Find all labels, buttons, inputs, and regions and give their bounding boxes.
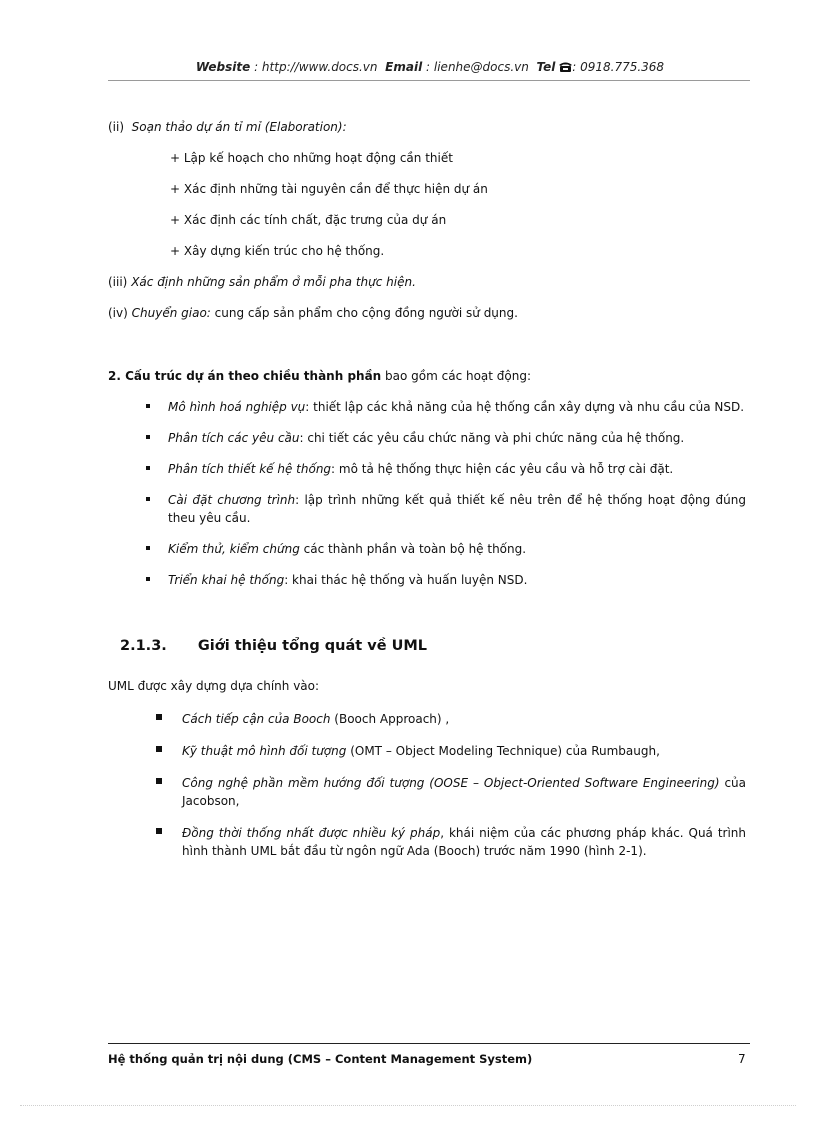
square-bullet-icon (156, 714, 162, 720)
square-bullet-icon (146, 546, 150, 550)
item-label: Cài đặt chương trình (168, 493, 296, 507)
item-text: các thành phần và toàn bộ hệ thống. (299, 542, 527, 556)
list-item (146, 491, 746, 527)
list-item (146, 429, 746, 447)
phase-iii-title: Xác định những sản phẩm ở mỗi pha thực hiện. (131, 275, 416, 289)
uml-list (156, 710, 746, 860)
square-bullet-icon (146, 497, 150, 501)
list-item (156, 824, 746, 860)
square-bullet-icon (146, 404, 150, 408)
structure-heading (108, 367, 531, 385)
item-label: Kiểm thử, kiểm chứng (168, 542, 300, 556)
list-item (156, 774, 746, 810)
phase-iv-text: cung cấp sản phẩm cho cộng đồng người sử dụng. (210, 306, 518, 320)
item-text: của Jacobson, (182, 776, 746, 808)
phase-iii-marker: (iii) (108, 275, 128, 289)
section-heading (120, 638, 427, 654)
phase-ii-title: Soạn thảo dự án tỉ mỉ (Elaboration): (131, 120, 347, 134)
phase-ii-item: + Lập kế hoạch cho những hoạt động cần thiết (170, 151, 453, 165)
square-bullet-icon (156, 746, 162, 752)
tel-value: : 0918.775.368 (572, 60, 665, 74)
phase-ii-item: + Xây dựng kiến trúc cho hệ thống. (170, 244, 385, 258)
list-item (146, 571, 746, 589)
list-item (146, 540, 746, 558)
square-bullet-icon (146, 577, 150, 581)
item-text: (Booch Approach) , (330, 712, 450, 726)
footer-title: Hệ thống quản trị nội dung (CMS – Content Management System) (108, 1052, 533, 1066)
website-value[interactable]: : http://www.docs.vn (254, 60, 378, 74)
structure-heading-rest: bao gồm các hoạt động: (381, 369, 532, 383)
square-bullet-icon (156, 828, 162, 834)
structure-list (146, 398, 746, 589)
square-bullet-icon (146, 435, 150, 439)
page-header (110, 60, 750, 74)
square-bullet-icon (156, 778, 162, 784)
list-item (146, 398, 746, 416)
item-text: : thiết lập các khả năng của hệ thống cần xây dựng và nhu cầu của NSD. (305, 400, 745, 414)
footer-divider (108, 1043, 750, 1044)
phone-icon (559, 61, 572, 72)
email-value[interactable]: : lienhe@docs.vn (426, 60, 529, 74)
list-item (156, 742, 746, 760)
item-text: , khái niệm của các phương pháp khác. Quá trình hình thành UML bắt đầu từ ngôn ngữ Ada (Booch) trước năm 1990 (hình 2-1). (182, 826, 746, 858)
tel-label: Tel (536, 60, 556, 74)
item-text: : mô tả hệ thống thực hiện các yêu cầu và hỗ trợ cài đặt. (331, 462, 674, 476)
item-text: : chi tiết các yêu cầu chức năng và phi chức năng của hệ thống. (299, 431, 685, 445)
structure-heading-bold: 2. Cấu trúc dự án theo chiều thành phần (108, 369, 382, 383)
item-label: Triển khai hệ thống (168, 573, 285, 587)
section-number: 2.1.3. (120, 638, 167, 654)
phase-iv-marker: (iv) (108, 306, 128, 320)
phase-iv (108, 304, 518, 322)
list-item (156, 710, 746, 728)
item-label: Cách tiếp cận của Booch (182, 712, 331, 726)
item-label: Phân tích các yêu cầu (168, 431, 300, 445)
item-label: Công nghệ phần mềm hướng đối tượng (OOSE – Object-Oriented Software Engineering) (182, 776, 720, 790)
phase-ii (108, 118, 347, 136)
phase-iii (108, 273, 416, 291)
email-label: Email (385, 60, 423, 74)
phase-ii-item: + Xác định những tài nguyên cần để thực hiện dự án (170, 182, 488, 196)
section-title: Giới thiệu tổng quát về UML (197, 638, 428, 654)
item-label: Phân tích thiết kế hệ thống (168, 462, 332, 476)
item-label: Kỹ thuật mô hình đối tượng (182, 744, 347, 758)
phase-ii-marker: (ii) (108, 120, 125, 134)
list-item (146, 460, 746, 478)
item-label: Mô hình hoá nghiệp vụ (168, 400, 306, 414)
page-edge-dotted-line (20, 1105, 796, 1106)
item-text: : lập trình những kết quả thiết kế nêu trên để hệ thống hoạt động đúng theu yêu cầu. (168, 493, 746, 525)
page-number: 7 (738, 1052, 746, 1066)
item-label: Đồng thời thống nhất được nhiều ký pháp (182, 826, 441, 840)
header-divider (108, 80, 750, 81)
item-text: (OMT – Object Modeling Technique) của Rumbaugh, (346, 744, 660, 758)
phase-iv-title: Chuyển giao: (131, 306, 211, 320)
phase-ii-item: + Xác định các tính chất, đặc trưng của dự án (170, 213, 447, 227)
website-label: Website (195, 60, 251, 74)
square-bullet-icon (146, 466, 150, 470)
item-text: : khai thác hệ thống và huấn luyện NSD. (284, 573, 528, 587)
section-intro: UML được xây dựng dựa chính vào: (108, 679, 320, 693)
